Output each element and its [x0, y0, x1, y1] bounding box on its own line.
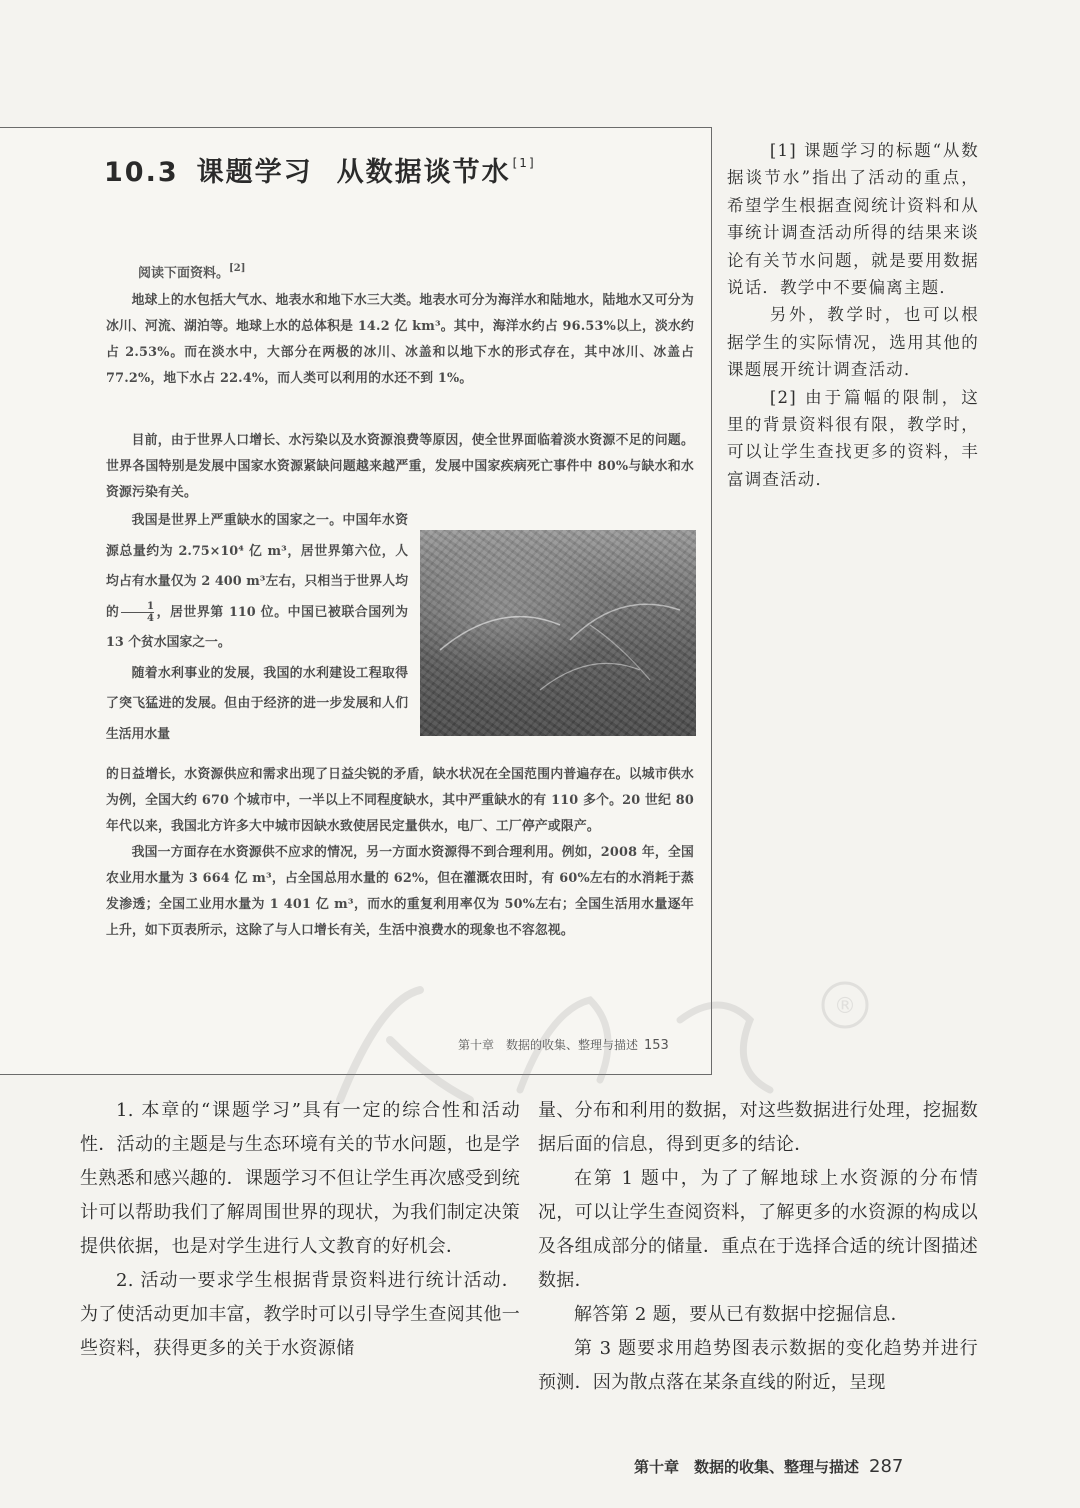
fraction	[121, 601, 154, 624]
note-2: [2] 由于篇幅的限制，这里的背景资料很有限，教学时，可以让学生查找更多的资料，丰富调查活动．	[727, 387, 979, 489]
main-right-p4: 第 3 题要求用趋势图表示数据的变化趋势并进行预测．因为散点落在某条直线的附近，呈现	[538, 1338, 978, 1393]
inset-lead	[138, 262, 245, 281]
inset-narrow-column	[106, 506, 408, 750]
sprinkler-spray-lines	[420, 530, 696, 736]
note-1b: 另外，教学时，也可以根据学生的实际情况，选用其他的课题展开统计调查活动．	[727, 305, 979, 380]
inset-footer-page: 153	[644, 1038, 669, 1053]
inset-paragraph-3	[106, 506, 408, 659]
main-column-left	[80, 1094, 520, 1366]
fraction-denominator: 4	[147, 612, 155, 624]
section-title	[104, 150, 536, 189]
inset-para4b-text: 的日益增长，水资源供应和需求出现了日益尖锐的矛盾，缺水状况在全国范围内普遍存在。以城市供水为例，全国大约 670 个城市中，一半以上不同程度缺水，其中严重缺水的有 110 多个。20 世纪 80 年代以来，我国北方许多大中城市因缺水致使居民定量供水，电厂、工厂停产或限产。	[106, 767, 694, 834]
inset-paragraph-2	[106, 428, 694, 506]
inset-paragraph-4a: 随着水利事业的发展，我国的水利建设工程取得了突飞猛进的发展。但由于经济的进一步发展和人们生活用水量	[106, 665, 408, 742]
margin-notes	[727, 137, 979, 493]
main-column-right	[538, 1094, 978, 1400]
inset-paragraph-4b	[106, 762, 694, 944]
main-left-p1: 1. 本章的“课题学习”具有一定的综合性和活动性．活动的主题是与生态环境有关的节水问题，也是学生熟悉和感兴趣的．课题学习不但让学生再次感受到统计可以帮助我们了解周围世界的现状，为我们制定决策提供依据，也是对学生进行人文教育的好机会．	[80, 1100, 520, 1257]
inset-para3b-text: ，居世界第 110 位。中国已被联合国列为 13 个贫水国家之一。	[106, 604, 409, 650]
irrigation-photo	[420, 530, 696, 736]
section-number: 10.3	[104, 157, 179, 188]
section-part1: 课题学习	[196, 157, 313, 188]
inset-para5-text: 我国一方面存在水资源供不应求的情况，另一方面水资源得不到合理利用。例如，2008 年，全国农业用水量为 3 664 亿 m³，占全国总用水量的 62%，但在灌溉农田时，有 60%左右的水消耗于蒸发渗透；全国工业用水量为 1 401 亿 m³，而水的重复利用率仅为 50%左右；全国生活用水量逐年上升，如下页表所示，这除了与人口增长有关，生活中浪费水的现象也不容忽视。	[106, 845, 694, 938]
main-right-p3: 解答第 2 题，要从已有数据中挖掘信息．	[574, 1304, 909, 1325]
main-right-p2: 在第 1 题中，为了了解地球上水资源的分布情况，可以让学生查阅资料，了解更多的水资源的构成以及各组成部分的储量．重点在于选择合适的统计图描述数据．	[538, 1168, 978, 1291]
inset-paragraph-1	[106, 288, 694, 392]
fraction-numerator: 1	[121, 601, 154, 613]
inset-para1-text: 地球上的水包括大气水、地表水和地下水三大类。地表水可分为海洋水和陆地水，陆地水又可分为冰川、河流、湖泊等。地球上水的总体积是 14.2 亿 km³。其中，海洋水约占 96.53%以上，淡水约占 2.53%。而在淡水中，大部分在两极的冰川、冰盖和以地下水的形式存在，其中冰川、冰盖占 77.2%，地下水占 22.4%，而人类可以利用的水还不到 1%。	[106, 293, 694, 386]
inset-lead-text: 阅读下面资料。	[138, 266, 230, 281]
inset-para3a-text: 我国是世界上严重缺水的国家之一。中国年水资源总量约为 2.75×10⁴ 亿 m³，居世界第六位，人均占有水量仅为 2 400 m³左右，只相当于世界人均的	[106, 513, 408, 620]
page-number: 287	[869, 1456, 904, 1477]
page-footer-chapter: 第十章 数据的收集、整理与描述	[634, 1458, 860, 1476]
main-left-p2: 2. 活动一要求学生根据背景资料进行统计活动．为了使活动更加丰富，教学时可以引导学生查阅其他一些资料，获得更多的关于水资源储	[80, 1270, 520, 1359]
registered-mark: ®	[834, 994, 856, 1019]
inset-footer-chapter: 第十章 数据的收集、整理与描述	[458, 1038, 639, 1052]
inset-para2-text: 目前，由于世界人口增长、水污染以及水资源浪费等原因，使全世界面临着淡水资源不足的问题。世界各国特别是发展中国家水资源紧缺问题越来越严重，发展中国家疾病死亡事件中 80%与缺水和水资源污染有关。	[106, 433, 694, 500]
inset-lead-note: [2]	[229, 263, 246, 274]
main-right-p1: 量、分布和利用的数据，对这些数据进行处理，挖掘数据后面的信息，得到更多的结论．	[538, 1100, 978, 1155]
section-part2: 从数据谈节水	[336, 157, 511, 188]
inset-footer	[458, 1036, 669, 1053]
section-footnote-mark: [1]	[512, 156, 536, 170]
note-1: [1] 课题学习的标题“从数据谈节水”指出了活动的重点，希望学生根据查阅统计资料和从事统计调查活动所得的结果来谈论有关节水问题，就是要用数据说话．教学中不要偏离主题．	[727, 141, 979, 298]
page-footer	[634, 1456, 903, 1477]
